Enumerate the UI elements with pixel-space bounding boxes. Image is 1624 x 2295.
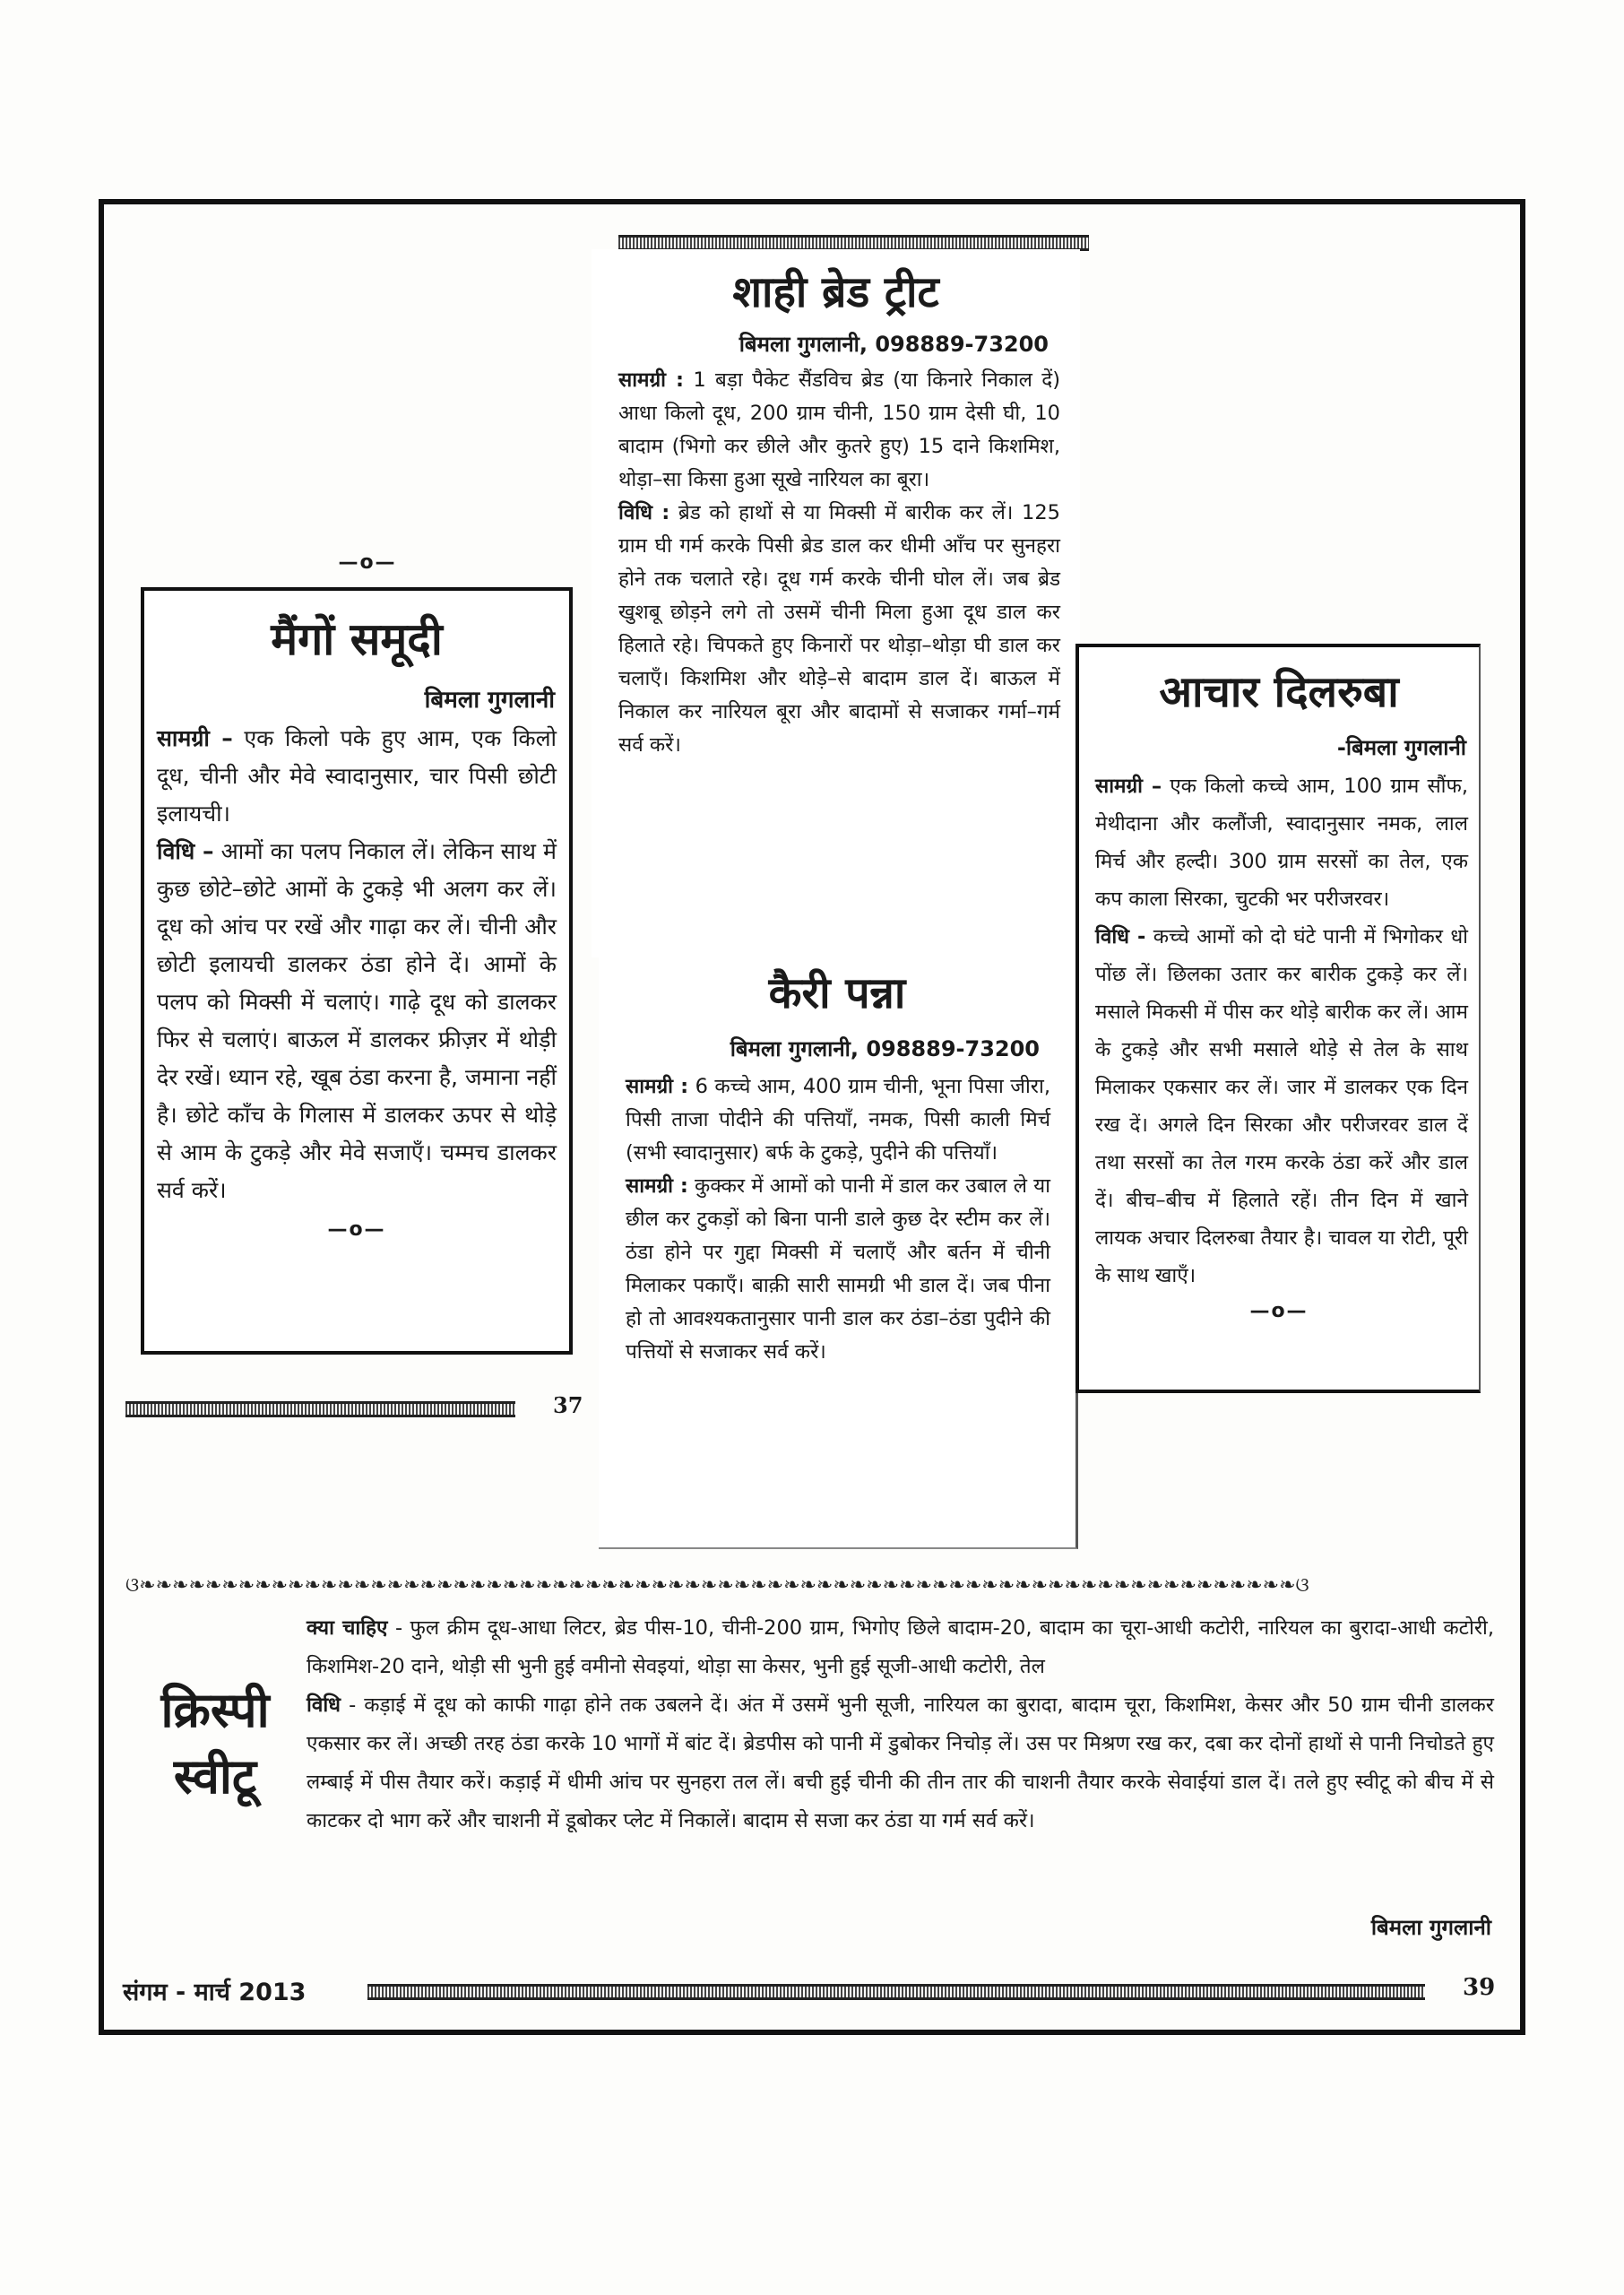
ingredients-text: एक किलो पके हुए आम, एक किलो दूध, चीनी और मेवे स्वादानुसार, चार पिसी छोटी इलायची। [157,725,557,827]
article-body [599,1070,1075,1369]
needs-text: - फुल क्रीम दूध-आधा लिटर, ब्रेड पीस-10, चीनी-200 ग्राम, भिगोए छिले बादाम-20, बादाम का चूरा-आधी कटोरी, नारियल का बुरादा-आधी कटोरी, किशमिश-20 दाने, थोड़ी सी भुनी हुई वमीनो सेवइयां, थोड़ा सा केसर, भुनी हुई सूजी-आधी कटोरी, तेल [307,1616,1494,1678]
ingredients-label: सामग्री : [618,368,685,392]
page37-rule [125,1401,515,1417]
separator-bottom: —o— [1249,1300,1309,1322]
page-number-39: 39 [1463,1974,1496,2001]
needs-label: क्या चाहिए [307,1616,388,1640]
method-text: कुक्कर में आमों को पानी में डाल कर उबाल ले या छील कर टुकड़ों को बिना पानी डाले कुछ देर स्टीम कर लें। ठंडा होने पर गुद्दा मिक्सी में चलाएँ और बर्तन में चीनी मिलाकर पकाएँ। बाक़ी सारी सामग्री भी डाल दें। जब पीना हो तो आवश्यकतानुसार पानी डाल कर ठंडा–ठंडा पुदीने की पत्तियों से सजाकर सर्व करें। [626,1174,1051,1364]
article-body [592,364,1080,762]
article-title-line2: स्वीटू [173,1747,257,1805]
magazine-footer: संगम - मार्च 2013 [123,1979,307,2006]
article-byline: बिमला गुगलानी, 098889-73200 [739,332,1049,357]
method-label: विधि - [1095,925,1146,948]
article-title: क्रिस्पी [160,1681,270,1738]
ingredients-label: सामग्री : [626,1075,689,1098]
shahi-bread-article [592,249,1080,957]
article-title: शाही ब्रेड ट्रीट [732,267,939,317]
separator-top: —o— [338,551,397,574]
separator-bottom: —o— [327,1218,386,1241]
method-text: ब्रेड को हाथों से या मिक्सी में बारीक कर लें। 125 ग्राम घी गर्म करके पिसी ब्रेड डाल कर धीमी आँच पर सुनहरा होने तक चलाते रहे। दूध गर्म करके चीनी घोल लें। जब ब्रेड खुशबू छोड़ने लगे तो उसमें चीनी मिला हुआ दूध डाल कर हिलाते रहे। चिपकते हुए किनारों पर थोड़ा–थोड़ा घी डाल कर चलाएँ। किशमिश और थोड़े–से बादाम डाल दें। बाऊल में निकाल कर नारियल बूरा और बादामों से सजाकर गर्मा–गर्म सर्व करें। [618,501,1060,757]
article-body [144,720,569,1209]
article-byline: बिमला गुगलानी [424,687,555,714]
ornament-border: ଓ❧❧❧❧❧❧❧❧❧❧❧❧❧❧❧❧❧❧❧❧❧❧❧❧❧❧❧❧❧❧❧❧❧❧❧❧❧❧❧❧❧❧❧❧❧❧❧❧❧❧❧❧❧❧❧❧❧❧❧❧❧❧❧❧❧❧❧❧❧❧ଓ [125,1576,1309,1596]
article-byline: बिमला गुगलानी, 098889-73200 [730,1036,1040,1061]
crispy-sweetu-body [307,1609,1494,1840]
kairi-panna-article [599,957,1078,1549]
method-text: कच्चे आमों को दो घंटे पानी में भिगोकर धो पोंछ लें। छिलका उतार कर बारीक टुकड़े कर लें। मसाले मिकसी में पीस कर थोड़े बारीक कर लें। आम के टुकड़े और सभी मसाले थोड़े से तेल के साथ मिलाकर एकसार कर लें। जार में डालकर एक दिन रख दें। अगले दिन सिरका और परीजरवर डाल दें तथा सरसों का तेल गरम करके ठंडा करें और डाल दें। बीच–बीच में हिलाते रहें। तीन दिन में खाने लायक अचार दिलरुबा तैयार है। चावल या रोटी, पूरी के साथ खाएँ। [1095,925,1469,1287]
article-title: आचार दिलरुबा [1159,667,1399,717]
method-label: विधि : [618,501,670,524]
footer-rule [367,1984,1425,2000]
article-body [1079,767,1479,1295]
page-number-37: 37 [553,1392,583,1418]
ingredients-text: एक किलो कच्चे आम, 100 ग्राम सौंफ, मेथीदाना और कलौंजी, स्वादानुसार नमक, लाल मिर्च और हल्दी। 300 ग्राम सरसों का तेल, एक कप काला सिरका, चुटकी भर परीजरवर। [1095,775,1469,911]
method-text: आमों का पलप निकाल लें। लेकिन साथ में कुछ छोटे–छोटे आमों के टुकड़े भी अलग कर लें। दूध को आंच पर रखें और गाढ़ा कर लें। चीनी और छोटी इलायची डालकर ठंडा होने दें। आमों के पलप को मिक्सी में चलाएं। गाढ़े दूध को डालकर फिर से चलाएं। बाऊल में डालकर फ्रीज़र में थोड़ी देर रखें। ध्यान रहे, खूब ठंडा करना है, जमाना नहीं है। छोटे काँच के गिलास में डालकर ऊपर से थोड़े से आम के टुकड़े और मेवे सजाएँ। चम्मच डालकर सर्व करें। [157,838,557,1203]
article-byline: -बिमला गुगलानी [1336,735,1466,760]
ingredients-label: सामग्री – [1095,775,1162,798]
ingredients-text: 6 कच्चे आम, 400 ग्राम चीनी, भूना पिसा जीरा, पिसी ताजा पोदीने की पत्तियाँ, नमक, पिसी काली मिर्च (सभी स्वादानुसार) बर्फ के टुकड़े, पुदीने की पत्तियाँ। [626,1075,1050,1165]
method-text: - कड़ाई में दूध को काफी गाढ़ा होने तक उबलने दें। अंत में उसमें भुनी सूजी, नारियल का बुरादा, बादाम चूरा, किशमिश, केसर और 50 ग्राम चीनी डालकर एकसार कर लें। अच्छी तरह ठंडा करके 10 भागों में बांट दें। ब्रेडपीस को पानी में डुबोकर निचोड़ लें। उस पर मिश्रण रख कर, दबा कर दोनों हाथों से पानी निचोडते हुए लम्बाई में पीस तैयार करें। कड़ाई में धीमी आंच पर सुनहरा तल लें। बची हुई चीनी की तीन तार की चाशनी तैयार करके सेवाईयां डाल दें। तले हुए स्वीटू को बीच में से काटकर दो भाग करें और चाशनी में डूबोकर प्लेट में निकालें। बादाम से सजा कर ठंडा या गर्म सर्व करें। [307,1693,1494,1832]
article-title: मैंगों समूदी [271,612,443,665]
ingredients-text: 1 बड़ा पैकेट सैंडविच ब्रेड (या किनारे निकाल दें) आधा किलो दूध, 200 ग्राम चीनी, 150 ग्राम देसी घी, 10 बादाम (भिगो कर छीले और कुतरे हुए) 15 दाने किशमिश, थोड़ा–सा किसा हुआ सूखे नारियल का बूरा। [618,368,1061,491]
method-label: विधि [307,1693,341,1717]
mango-smoothie-box [141,587,573,1355]
article-title: कैरी पन्ना [768,968,906,1018]
achar-dilruba-box [1075,644,1481,1393]
method-label: सामग्री : [626,1174,688,1198]
method-label: विधि – [157,838,214,864]
crispy-byline: बिमला गुगलानी [1370,1915,1491,1940]
crispy-title-block [134,1676,296,1809]
ingredients-label: सामग्री – [157,725,233,751]
